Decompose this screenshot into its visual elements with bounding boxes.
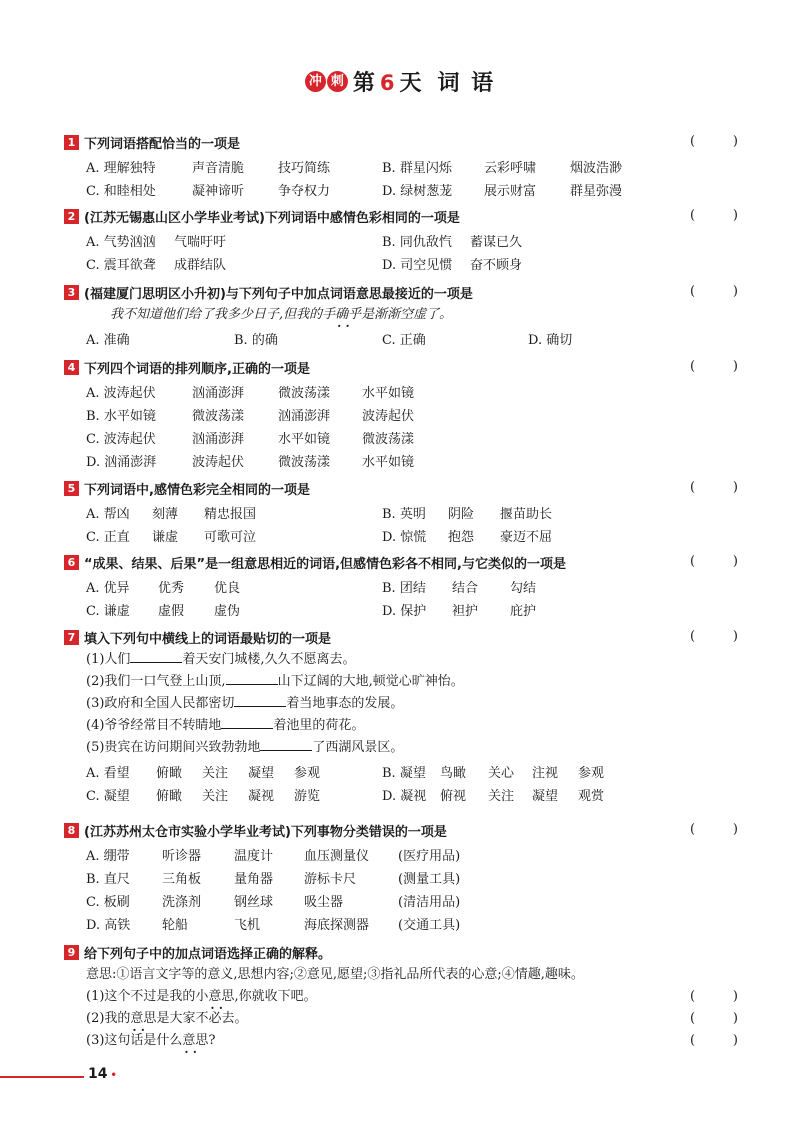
option-row[interactable] xyxy=(64,911,740,934)
option-word: 量角器 xyxy=(234,872,274,887)
option-b[interactable]: B. 英明 xyxy=(382,507,426,522)
option-b[interactable]: B. 的确 xyxy=(234,333,278,348)
option-word: 汹涌澎湃 xyxy=(192,432,245,447)
option-word: 豪迈不屈 xyxy=(500,530,553,545)
question-8 xyxy=(64,818,740,934)
option-a[interactable]: A. 准确 xyxy=(86,333,130,348)
option-word: 温度计 xyxy=(234,849,274,864)
question-number: 8 xyxy=(64,823,79,838)
option-word: 谦虚 xyxy=(152,530,179,545)
blank-line[interactable] xyxy=(260,737,312,751)
option-word: 争夺权力 xyxy=(278,184,331,199)
question-stem: 下列词语搭配恰当的一项是 xyxy=(84,136,241,152)
option-word: 俯视 xyxy=(440,789,467,804)
option-word: 刻薄 xyxy=(152,507,179,522)
option-word: 奋不顾身 xyxy=(470,258,523,273)
answer-bracket[interactable]: ( ) xyxy=(690,554,738,569)
option-word: 微波荡漾 xyxy=(278,386,331,401)
badge-char-2: 刺 xyxy=(327,71,348,92)
question-stem: 给下列句子中的加点词语选择正确的解释。 xyxy=(84,946,332,962)
option-b[interactable]: B. 团结 xyxy=(382,581,426,596)
option-row xyxy=(64,251,740,274)
option-word: 声音清脆 xyxy=(192,161,245,176)
option-row[interactable] xyxy=(64,379,740,402)
question-stem: 下列四个词语的排列顺序,正确的一项是 xyxy=(84,361,310,377)
option-b[interactable]: B. 直尺 xyxy=(86,872,130,887)
question-9 xyxy=(64,940,740,1052)
option-word: 虚假 xyxy=(158,604,185,619)
badge-char-1: 冲 xyxy=(305,71,326,92)
question-stem: (江苏苏州太仓市实验小学毕业考试)下列事物分类错误的一项是 xyxy=(84,824,447,840)
option-word: 水平如镜 xyxy=(362,386,415,401)
option-word: 钢丝球 xyxy=(234,895,274,910)
option-word: 波涛起伏 xyxy=(362,409,415,424)
option-c[interactable]: C. 正确 xyxy=(382,333,426,348)
fill-sentence: (4)爷爷经常目不转睛地 着池里的荷花。 xyxy=(64,715,740,737)
option-c[interactable]: C. 震耳欲聋 xyxy=(86,258,156,273)
option-word: 游览 xyxy=(294,789,321,804)
quoted-sentence: 我不知道他们给了我多少日子,但我的手确乎 · ·是渐渐空虚了。 xyxy=(64,304,740,326)
option-word: 波涛起伏 xyxy=(192,455,245,470)
option-row xyxy=(64,597,740,620)
option-word: 海底探测器 xyxy=(304,918,370,933)
question-3 xyxy=(64,280,740,349)
option-row xyxy=(64,228,740,251)
sub-item: (2)我的意思 · ·是大家不必去。 ( ) xyxy=(64,1008,740,1030)
option-row xyxy=(64,177,740,200)
question-stem: 填入下列句中横线上的词语最贴切的一项是 xyxy=(84,631,332,647)
question-7 xyxy=(64,625,740,805)
footer-rule xyxy=(0,1076,84,1078)
question-stem: “成果、结果、后果”是一组意思相近的词语,但感情色彩各不相同,与它类似的一项是 xyxy=(84,556,566,572)
blank-line[interactable] xyxy=(234,693,286,707)
dotted-word: 意思 · · xyxy=(130,1008,156,1030)
blank-line[interactable] xyxy=(226,671,278,685)
question-number: 9 xyxy=(64,945,79,960)
question-number: 5 xyxy=(64,481,79,496)
option-word: 凝神谛听 xyxy=(192,184,245,199)
page-title xyxy=(0,66,800,97)
option-d[interactable]: D. 确切 xyxy=(528,333,573,348)
option-word: 微波荡漾 xyxy=(278,455,331,470)
option-word: 关注 xyxy=(202,789,229,804)
title-day-number: 6 xyxy=(379,71,397,95)
sub-item: (3)这句话是什么意思 · ·? ( ) xyxy=(64,1030,740,1052)
option-c[interactable]: C. 谦虚 xyxy=(86,604,130,619)
fill-sentence: (3)政府和全国人民都密切 着当地事态的发展。 xyxy=(64,693,740,715)
option-row xyxy=(64,154,740,177)
option-word: 抱怨 xyxy=(448,530,475,545)
option-word: 云彩呼啸 xyxy=(484,161,537,176)
option-c[interactable]: C. 板刷 xyxy=(86,895,130,910)
option-b[interactable]: B. 凝望 xyxy=(382,766,426,781)
option-d[interactable]: D. 惊慌 xyxy=(382,530,427,545)
option-a[interactable]: A. 优异 xyxy=(86,581,130,596)
option-word: 展示财富 xyxy=(484,184,537,199)
option-word: 三角板 xyxy=(162,872,202,887)
option-a[interactable]: A. 波涛起伏 xyxy=(86,386,156,401)
option-row[interactable] xyxy=(64,425,740,448)
option-row xyxy=(64,523,740,546)
fill-sentence: (2)我们一口气登上山顶, 山下辽阔的大地,顿觉心旷神怡。 xyxy=(64,671,740,693)
option-c[interactable]: C. 凝望 xyxy=(86,789,130,804)
question-number: 1 xyxy=(64,135,79,150)
option-a[interactable]: A. 帮凶 xyxy=(86,507,130,522)
answer-bracket[interactable]: ( ) xyxy=(690,480,738,495)
option-row[interactable] xyxy=(64,888,740,911)
question-5 xyxy=(64,476,740,546)
option-row xyxy=(64,782,740,805)
answer-bracket[interactable]: ( ) xyxy=(690,284,738,299)
question-stem: (福建厦门思明区小升初)与下列句子中加点词语意思最接近的一项是 xyxy=(84,286,473,302)
option-row[interactable] xyxy=(64,842,740,865)
option-b[interactable]: B. 群星闪烁 xyxy=(382,161,452,176)
fill-sentence: (5)贵宾在访问期间兴致勃勃地 了西湖风景区。 xyxy=(64,737,740,759)
option-word: 成群结队 xyxy=(174,258,227,273)
option-b[interactable]: B. 同仇敌忾 xyxy=(382,235,452,250)
question-6 xyxy=(64,550,740,620)
answer-bracket[interactable]: ( ) xyxy=(690,359,738,374)
option-word: 听诊器 xyxy=(162,849,202,864)
category-label: (清洁用品) xyxy=(398,895,461,910)
option-word: 俯瞰 xyxy=(156,766,183,781)
option-word: 游标卡尺 xyxy=(304,872,357,887)
question-number: 6 xyxy=(64,555,79,570)
question-stem: (江苏无锡惠山区小学毕业考试)下列词语中感情色彩相同的一项是 xyxy=(84,210,460,226)
page-dot: • xyxy=(110,1070,117,1081)
option-word: 汹涌澎湃 xyxy=(192,386,245,401)
page-number: 14 • xyxy=(88,1066,117,1082)
title-day: 天 xyxy=(399,71,424,96)
option-word: 凝视 xyxy=(248,789,275,804)
option-word: 虚伪 xyxy=(214,604,241,619)
option-row xyxy=(64,759,740,782)
answer-bracket[interactable]: ( ) xyxy=(690,134,738,149)
option-d[interactable]: D. 司空见惯 xyxy=(382,258,453,273)
option-row xyxy=(64,500,740,523)
option-word: 关心 xyxy=(488,766,515,781)
blank-line[interactable] xyxy=(221,715,273,729)
option-a[interactable]: A. 理解独特 xyxy=(86,161,156,176)
option-word: 鸟瞰 xyxy=(440,766,467,781)
option-word: 凝望 xyxy=(532,789,559,804)
option-d[interactable]: D. 保护 xyxy=(382,604,427,619)
option-row[interactable] xyxy=(64,865,740,888)
definition-line: 意思:①语言文字等的意义,思想内容;②意见,愿望;③指礼品所代表的心意;④情趣,趣味。 xyxy=(86,967,584,982)
option-word: 参观 xyxy=(294,766,321,781)
answer-bracket[interactable]: ( ) xyxy=(690,822,738,837)
option-word: 可歌可泣 xyxy=(204,530,257,545)
option-d[interactable]: D. 绿树葱茏 xyxy=(382,184,453,199)
dotted-word: 意思 · · xyxy=(208,986,234,1008)
question-stem: 下列词语中,感情色彩完全相同的一项是 xyxy=(84,482,310,498)
option-word: 俯瞰 xyxy=(156,789,183,804)
option-word: 结合 xyxy=(452,581,479,596)
option-d[interactable]: D. 汹涌澎湃 xyxy=(86,455,157,470)
dotted-word: 意思 · · xyxy=(182,1030,208,1052)
option-word: 洗涤剂 xyxy=(162,895,202,910)
option-word: 勾结 xyxy=(510,581,537,596)
question-4 xyxy=(64,355,740,471)
question-number: 3 xyxy=(64,285,79,300)
category-label: (交通工具) xyxy=(398,918,461,933)
sub-item: (1)这个不过是我的小意思 · ·,你就收下吧。 ( ) xyxy=(64,986,740,1008)
option-word: 关注 xyxy=(202,766,229,781)
option-word: 庇护 xyxy=(510,604,537,619)
question-number: 4 xyxy=(64,360,79,375)
option-word: 气喘吁吁 xyxy=(174,235,227,250)
answer-bracket[interactable]: ( ) xyxy=(690,629,738,644)
title-pre: 第 xyxy=(352,71,377,96)
option-row[interactable] xyxy=(64,448,740,471)
option-c[interactable]: C. 正直 xyxy=(86,530,130,545)
option-a[interactable]: A. 看望 xyxy=(86,766,130,781)
question-1 xyxy=(64,130,740,200)
category-label: (医疗用品) xyxy=(398,849,461,864)
option-word: 血压测量仪 xyxy=(304,849,370,864)
question-number: 2 xyxy=(64,209,79,224)
option-word: 技巧简练 xyxy=(278,161,331,176)
option-word: 汹涌澎湃 xyxy=(278,409,331,424)
option-a[interactable]: A. 绷带 xyxy=(86,849,130,864)
option-c[interactable]: C. 和睦相处 xyxy=(86,184,156,199)
option-word: 群星弥漫 xyxy=(570,184,623,199)
option-d[interactable]: D. 高铁 xyxy=(86,918,131,933)
title-text xyxy=(353,66,495,97)
option-word: 袒护 xyxy=(452,604,479,619)
option-word: 优良 xyxy=(214,581,241,596)
option-row[interactable] xyxy=(64,402,740,425)
dotted-word: 确乎 · · xyxy=(335,304,361,326)
option-a[interactable]: A. 气势汹汹 xyxy=(86,235,156,250)
option-word: 阴险 xyxy=(448,507,475,522)
category-label: (测量工具) xyxy=(398,872,461,887)
option-word: 精忠报国 xyxy=(204,507,257,522)
option-word: 注视 xyxy=(532,766,559,781)
option-word: 吸尘器 xyxy=(304,895,344,910)
option-word: 关注 xyxy=(488,789,515,804)
option-word: 微波荡漾 xyxy=(192,409,245,424)
title-topic: 词 语 xyxy=(437,71,496,96)
answer-bracket[interactable]: ( ) xyxy=(690,989,738,1004)
option-d[interactable]: D. 凝视 xyxy=(382,789,427,804)
answer-bracket[interactable]: ( ) xyxy=(690,1011,738,1026)
option-row xyxy=(64,326,740,349)
blank-line[interactable] xyxy=(130,649,182,663)
option-word: 飞机 xyxy=(234,918,261,933)
sprint-badge xyxy=(305,71,349,92)
option-word: 烟波浩渺 xyxy=(570,161,623,176)
option-word: 凝望 xyxy=(248,766,275,781)
answer-bracket[interactable]: ( ) xyxy=(690,1033,738,1048)
option-c[interactable]: C. 波涛起伏 xyxy=(86,432,156,447)
option-word: 水平如镜 xyxy=(362,455,415,470)
option-word: 观赏 xyxy=(578,789,605,804)
option-word: 微波荡漾 xyxy=(362,432,415,447)
option-word: 轮船 xyxy=(162,918,189,933)
answer-bracket[interactable]: ( ) xyxy=(690,208,738,223)
fill-sentence: (1)人们 着天安门城楼,久久不愿离去。 xyxy=(64,649,740,671)
question-2 xyxy=(64,204,740,274)
option-b[interactable]: B. 水平如镜 xyxy=(86,409,156,424)
option-word: 水平如镜 xyxy=(278,432,331,447)
option-word: 参观 xyxy=(578,766,605,781)
question-number: 7 xyxy=(64,630,79,645)
option-word: 揠苗助长 xyxy=(500,507,553,522)
option-row xyxy=(64,574,740,597)
option-word: 优秀 xyxy=(158,581,185,596)
option-word: 蓄谋已久 xyxy=(470,235,523,250)
